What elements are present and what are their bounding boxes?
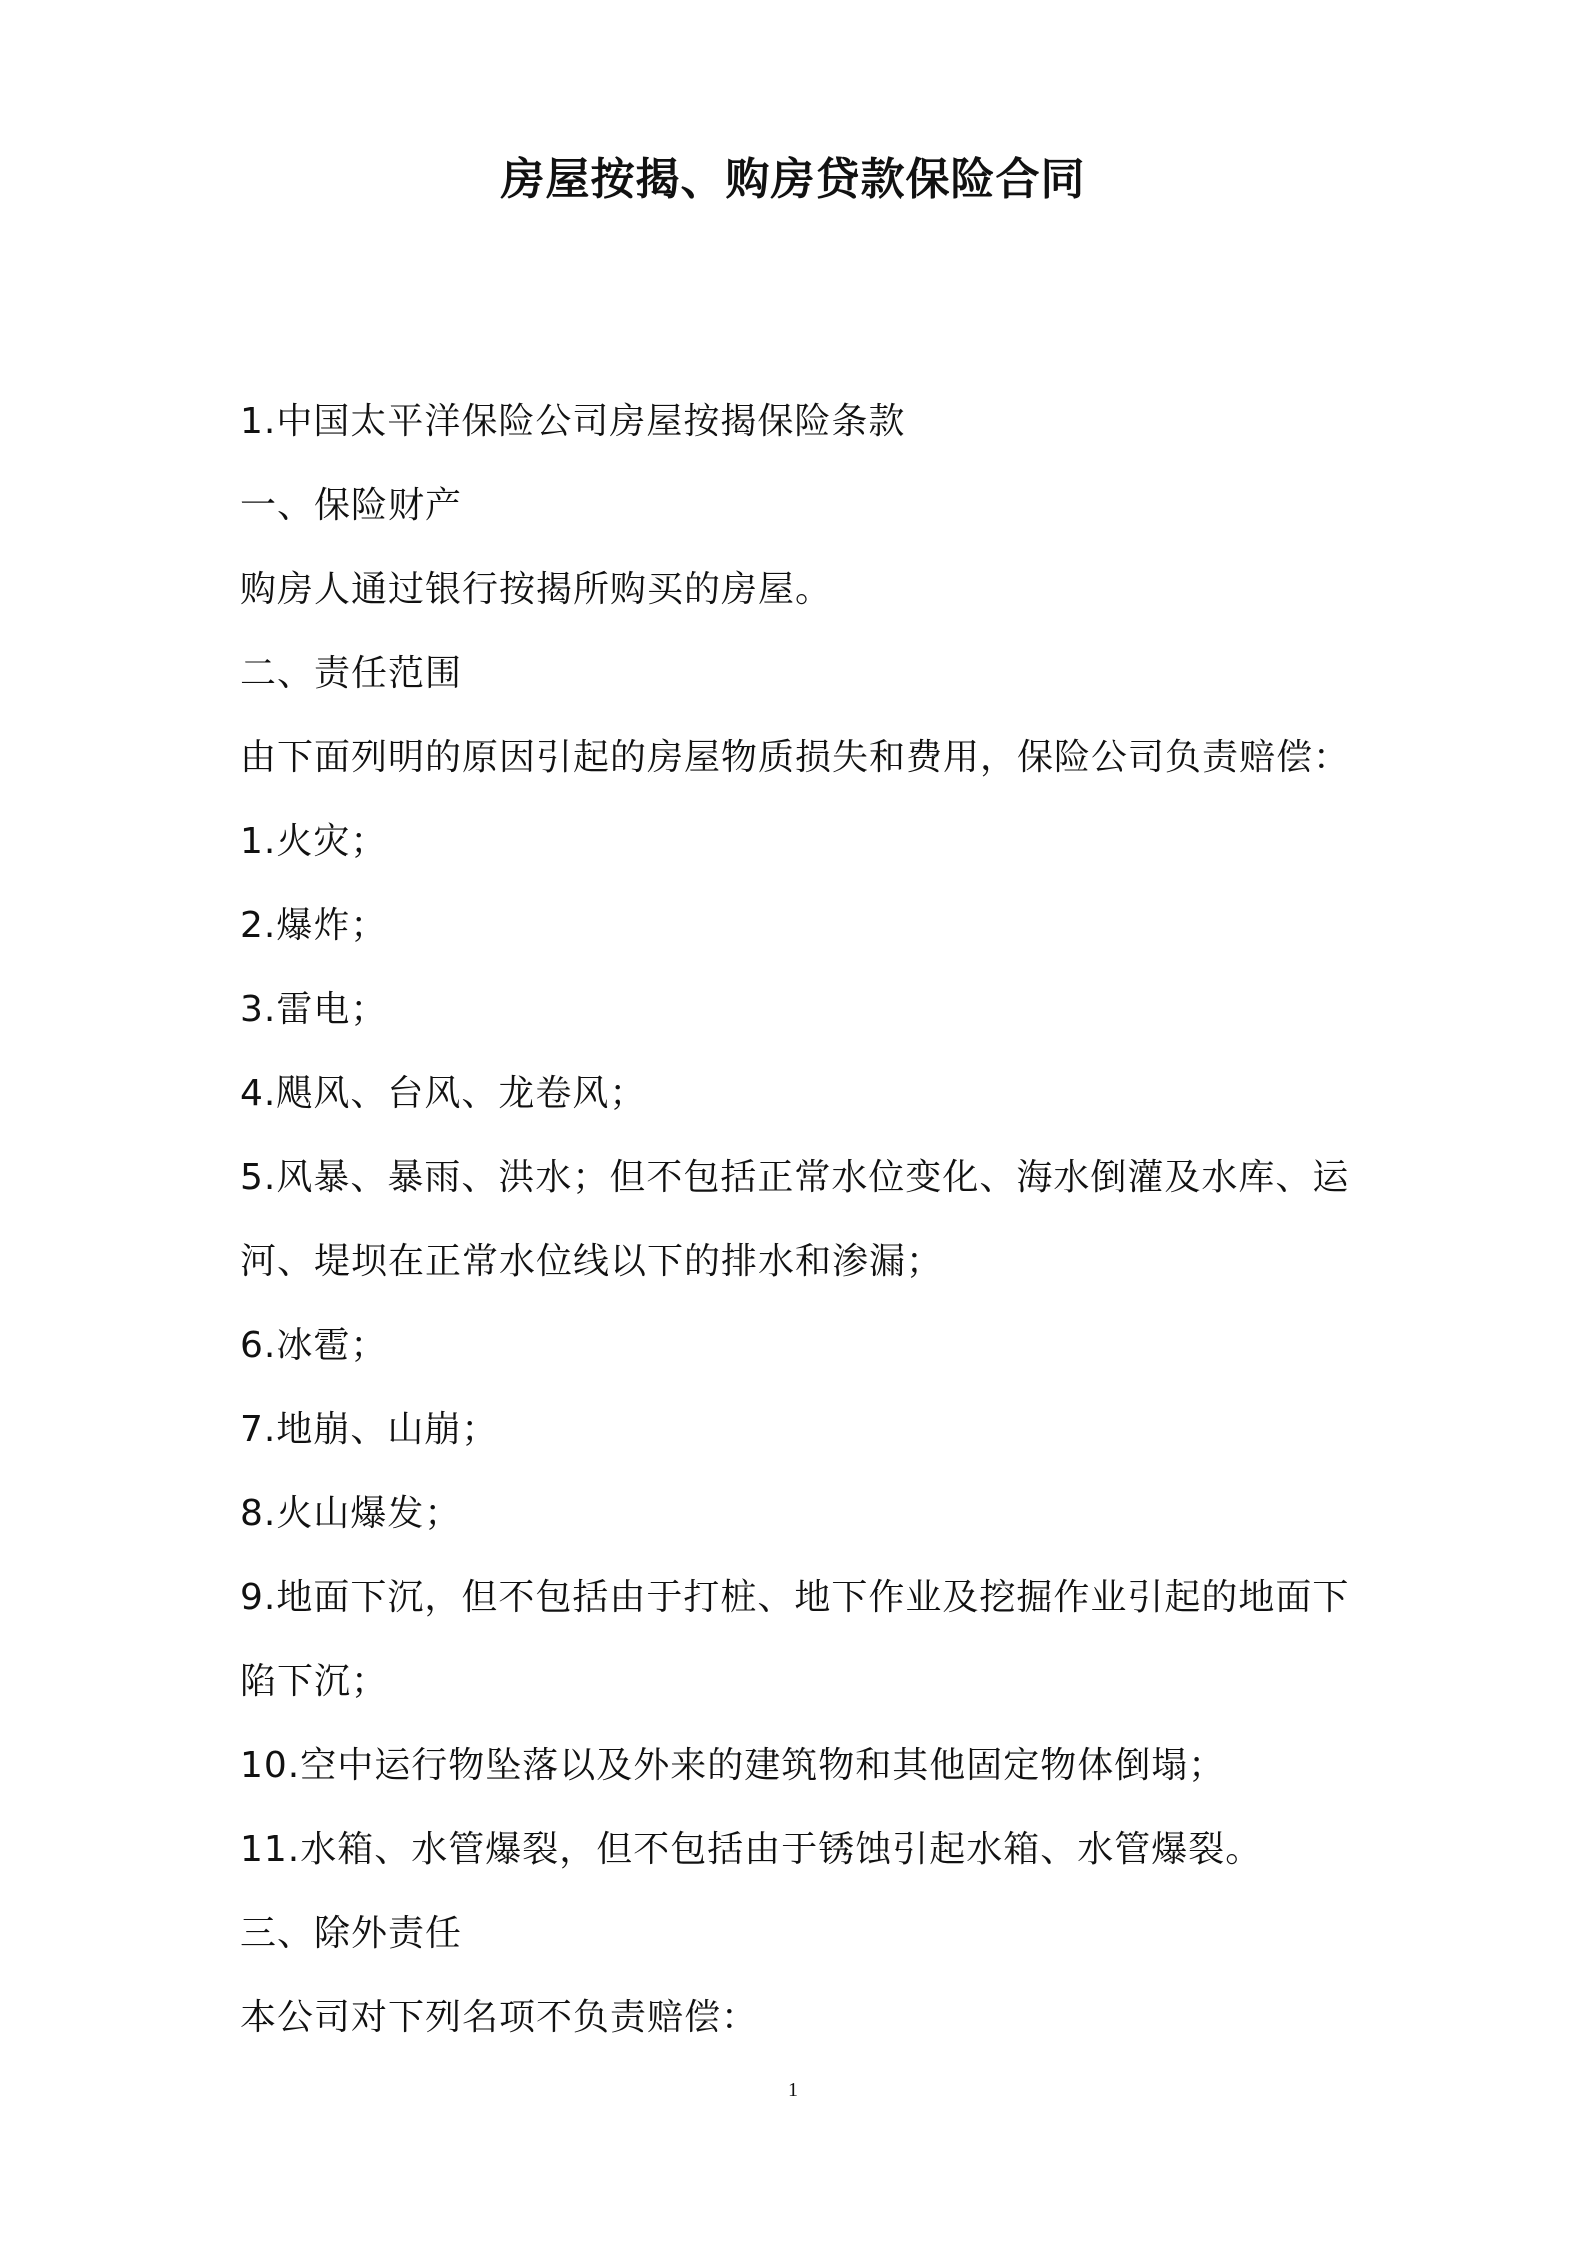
paragraph: 由下面列明的原因引起的房屋物质损失和费用，保险公司负责赔偿：: [240, 737, 1351, 778]
list-item: 10.空中运行物坠落以及外来的建筑物和其他固定物体倒塌；: [240, 1745, 1226, 1786]
list-item: 1.火灾；: [240, 821, 388, 862]
list-item: 3.雷电；: [240, 989, 388, 1030]
section-heading: 二、责任范围: [240, 653, 463, 694]
list-item: 5.风暴、暴雨、洪水；但不包括正常水位变化、海水倒灌及水库、运: [240, 1157, 1350, 1198]
section-heading: 一、保险财产: [240, 485, 463, 526]
list-item-continued: 河、堤坝在正常水位线以下的排水和渗漏；: [240, 1241, 944, 1282]
list-item: 2.爆炸；: [240, 905, 388, 946]
section-heading: 三、除外责任: [240, 1913, 463, 1954]
list-item: 11.水箱、水管爆裂，但不包括由于锈蚀引起水箱、水管爆裂。: [240, 1829, 1263, 1870]
list-item: 9.地面下沉，但不包括由于打桩、地下作业及挖掘作业引起的地面下: [240, 1577, 1350, 1618]
document-body: [240, 380, 1360, 2060]
list-item: 7.地崩、山崩；: [240, 1409, 499, 1450]
list-item: 8.火山爆发；: [240, 1493, 462, 1534]
list-item: 4.飓风、台风、龙卷风；: [240, 1073, 647, 1114]
document-title: 房屋按揭、购房贷款保险合同: [500, 154, 1086, 205]
paragraph: 本公司对下列名项不负责赔偿：: [240, 1997, 759, 2038]
clause-heading: 1.中国太平洋保险公司房屋按揭保险条款: [240, 401, 906, 442]
list-item-continued: 陷下沉；: [240, 1661, 389, 1702]
list-item: 6.冰雹；: [240, 1325, 388, 1366]
paragraph: 购房人通过银行按揭所购买的房屋。: [240, 569, 833, 610]
page-number: 1: [788, 2079, 798, 2101]
